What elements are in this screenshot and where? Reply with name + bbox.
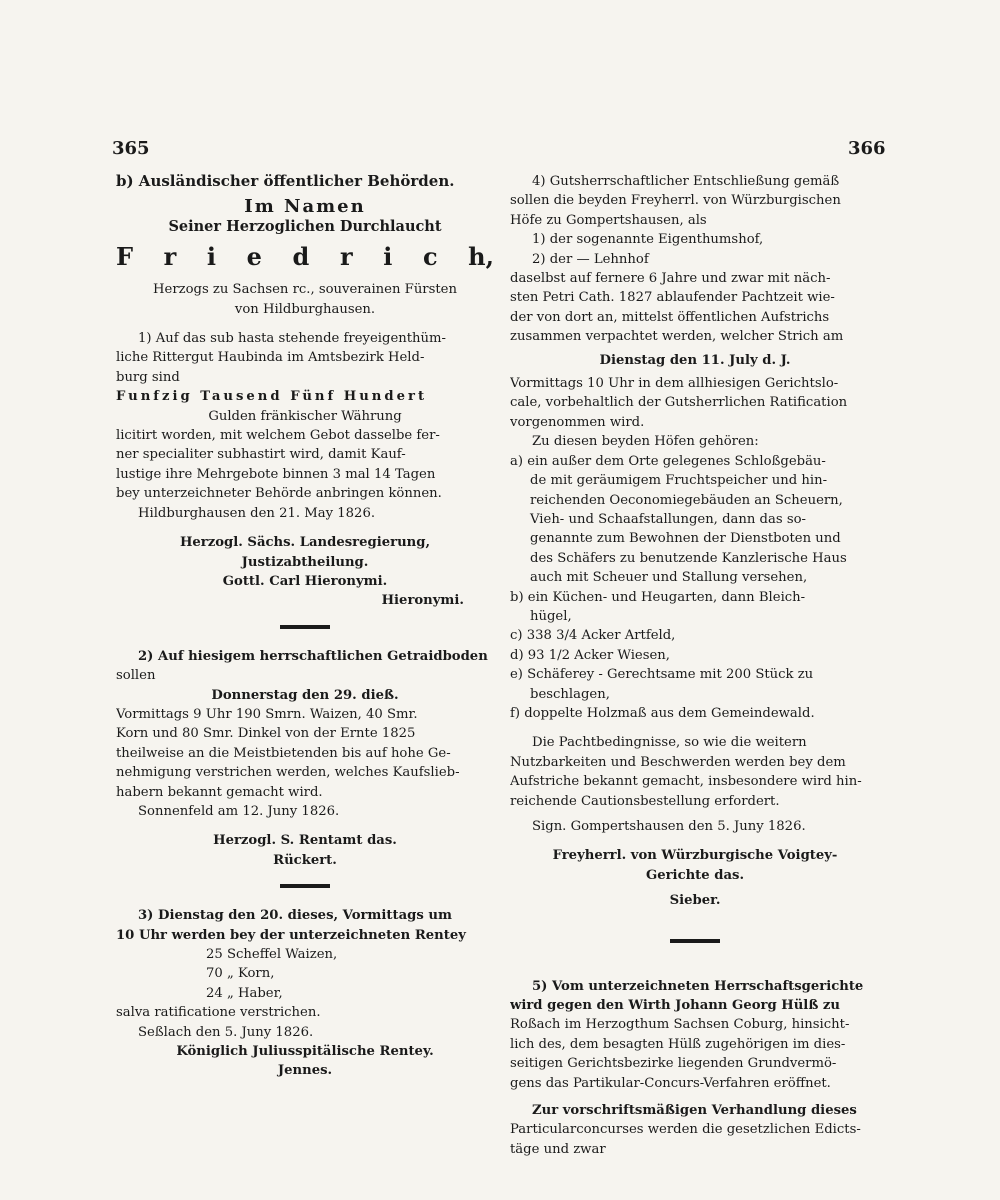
text-line: Zu diesen beyden Höfen gehören:	[532, 434, 759, 450]
text-line: 1) Auf das sub hasta stehende freyeigenthüm-	[138, 331, 447, 347]
friedrich-heading	[116, 236, 494, 280]
seiner-line: Seiner Herzoglichen Durchlaucht	[168, 217, 442, 235]
text-line: bey unterzeichneter Behörde anbringen können.	[116, 486, 442, 502]
text-line: ner specialiter subhastirt wird, damit Kauf-	[116, 447, 406, 463]
section-divider	[670, 939, 720, 943]
text-line: 3) Dienstag den 20. dieses, Vormittags um	[138, 908, 452, 924]
text-line: von Hildburghausen.	[234, 301, 376, 317]
text-line: Herzogs zu Sachsen rc., souverainen Fürsten	[153, 282, 457, 298]
text-line: Particularconcurses werden die gesetzlichen Edicts-	[510, 1122, 861, 1138]
friedrich-letter: c	[422, 242, 438, 272]
list-item: 25 Scheffel Waizen,	[206, 947, 338, 962]
text-line: theilweise an die Meistbietenden bis auf hohe Ge-	[116, 745, 451, 761]
friedrich-letter: r	[339, 242, 353, 272]
text-line: salva ratificatione verstrichen.	[116, 1005, 321, 1021]
text-line: Korn und 80 Smr. Dinkel von der Ernte 1825	[116, 726, 416, 742]
list-item: 24 „ Haber,	[206, 985, 283, 1001]
signature-line: Herzogl. Sächs. Landesregierung,	[179, 535, 431, 551]
text-line: Höfe zu Gompertshausen, als	[510, 212, 707, 228]
text-line: daselbst auf fernere 6 Jahre und zwar mit näch-	[510, 271, 831, 287]
signature-line: Sieber.	[669, 893, 721, 909]
text-line: burg sind	[116, 369, 180, 385]
text-line: Nutzbarkeiten und Beschwerden werden bey dem	[510, 754, 846, 770]
text-line: lustige ihre Mehrgebote binnen 3 mal 14 Tagen	[116, 466, 436, 482]
section-divider	[280, 884, 330, 888]
list-item: e) Schäferey - Gerechtsame mit 200 Stück zu	[510, 667, 814, 683]
date-line: Hildburghausen den 21. May 1826.	[138, 505, 376, 521]
list-item: 70 „ Korn,	[206, 966, 275, 982]
section-divider	[280, 625, 330, 629]
list-item: a) ein außer dem Orte gelegenes Schloßgebäu-	[510, 453, 826, 469]
list-item: des Schäfers zu benutzende Kanzlerische Haus	[530, 550, 847, 566]
text-line: Vormittags 10 Uhr in dem allhiesigen Gerichtslo-	[510, 376, 839, 392]
friedrich-letter: d	[292, 242, 310, 272]
im-namen-heading: Im Namen	[244, 197, 366, 217]
date-line: Sonnenfeld am 12. Juny 1826.	[138, 803, 340, 819]
list-item: c) 338 3/4 Acker Artfeld,	[510, 628, 676, 644]
text-line: Zur vorschriftsmäßigen Verhandlung dieses	[532, 1103, 857, 1119]
text-line: seitigen Gerichtsbezirke liegenden Grundvermö-	[510, 1056, 837, 1072]
date-heading: Dienstag den 11. July d. J.	[599, 352, 791, 368]
text-line: cale, vorbehaltlich der Gutsherrlichen Ratification	[510, 395, 848, 411]
list-item: de mit geräumigem Fruchtspeicher und hin-	[530, 473, 828, 489]
list-item: 1) der sogenannte Eigenthumshof,	[532, 232, 764, 248]
list-item: beschlagen,	[530, 686, 610, 702]
signature-line: Justizabtheilung.	[241, 554, 369, 570]
text-line: gens das Partikular-Concurs-Verfahren eröffnet.	[510, 1075, 831, 1091]
page-number-right: 366	[848, 138, 886, 159]
signature-line: Gottl. Carl Hieronymi.	[222, 573, 388, 589]
list-item: f) doppelte Holzmaß aus dem Gemeindewald.	[510, 705, 815, 721]
text-line: licitirt worden, mit welchem Gebot dasselbe fer-	[116, 428, 440, 444]
signature-line: Herzogl. S. Rentamt das.	[213, 833, 397, 849]
amount-line: Funfzig Tausend Fünf Hundert	[116, 389, 428, 405]
text-line: lich des, dem besagten Hülß zugehörigen im dies-	[510, 1036, 846, 1052]
list-item: d) 93 1/2 Acker Wiesen,	[510, 647, 670, 663]
text-line: Aufstriche bekannt gemacht, insbesondere wird hin-	[510, 774, 862, 790]
text-line: liche Rittergut Haubinda im Amtsbezirk Held-	[116, 350, 425, 366]
text-line: Roßach im Herzogthum Sachsen Coburg, hinsicht-	[510, 1017, 850, 1033]
friedrich-letter: h,	[468, 242, 494, 272]
left-column	[116, 172, 494, 1081]
text-line: wird gegen den Wirth Johann Georg Hülß zu	[510, 998, 841, 1014]
text-line: Die Pachtbedingnisse, so wie die weitern	[532, 735, 807, 751]
list-item: b) ein Küchen- und Heugarten, dann Bleich-	[510, 589, 806, 605]
text-line: 2) Auf hiesigem herrschaftlichen Getraidboden	[138, 648, 488, 664]
date-line: Sign. Gompertshausen den 5. Juny 1826.	[532, 819, 806, 834]
text-line: reichende Cautionsbestellung erfordert.	[510, 793, 780, 809]
list-item: Vieh- und Schaafstallungen, dann das so-	[530, 511, 806, 527]
text-line: sten Petri Cath. 1827 ablaufender Pachtzeit wie-	[510, 290, 835, 306]
right-column	[510, 172, 880, 1159]
list-item: reichenden Oeconomiegebäuden an Scheuern,	[530, 492, 843, 508]
text-line: sollen die beyden Freyherrl. von Würzburgischen	[510, 193, 841, 209]
text-line: zusammen verpachtet werden, welcher Strich am	[510, 329, 844, 345]
signature-line: Hieronymi.	[381, 593, 464, 609]
friedrich-letter: i	[383, 242, 393, 272]
signature-line: Freyherrl. von Würzburgische Voigtey-	[552, 848, 838, 864]
date-heading: Donnerstag den 29. dieß.	[211, 687, 399, 703]
text-line: Vormittags 9 Uhr 190 Smrn. Waizen, 40 Smr.	[116, 706, 418, 722]
signature-line: Jennes.	[277, 1063, 333, 1079]
text-line: 5) Vom unterzeichneten Herrschaftsgerichte	[532, 978, 864, 994]
signature-line: Gerichte das.	[645, 867, 745, 883]
text-line: 4) Gutsherrschaftlicher Entschließung gemäß	[532, 174, 840, 189]
text-line: sollen	[116, 668, 156, 684]
signature-line: Königlich Juliusspitälische Rentey.	[176, 1044, 434, 1060]
list-item: genannte zum Bewohnen der Dienstboten und	[530, 531, 841, 547]
list-item: hügel,	[530, 608, 572, 624]
date-line: Seßlach den 5. Juny 1826.	[138, 1024, 314, 1040]
text-line: 10 Uhr werden bey der unterzeichneten Rentey	[116, 927, 466, 943]
text-line: Gulden fränkischer Währung	[208, 408, 402, 424]
friedrich-letter: e	[246, 242, 262, 272]
text-line: vorgenommen wird.	[510, 414, 645, 430]
text-line: der von dort an, mittelst öffentlichen Aufstrichs	[510, 309, 830, 325]
friedrich-letter: r	[163, 242, 177, 272]
list-item: auch mit Scheuer und Stallung versehen,	[530, 570, 808, 586]
text-line: habern bekannt gemacht wird.	[116, 784, 323, 800]
section-heading: b) Ausländischer öffentlicher Behörden.	[116, 172, 455, 190]
page-number-left: 365	[112, 138, 150, 159]
friedrich-letter: F	[116, 242, 134, 272]
list-item: 2) der — Lehnhof	[532, 251, 649, 267]
friedrich-letter: i	[206, 242, 217, 272]
signature-line: Rückert.	[273, 852, 337, 868]
text-line: nehmigung verstrichen werden, welches Kaufslieb-	[116, 765, 460, 781]
text-line: täge und zwar	[510, 1141, 606, 1157]
